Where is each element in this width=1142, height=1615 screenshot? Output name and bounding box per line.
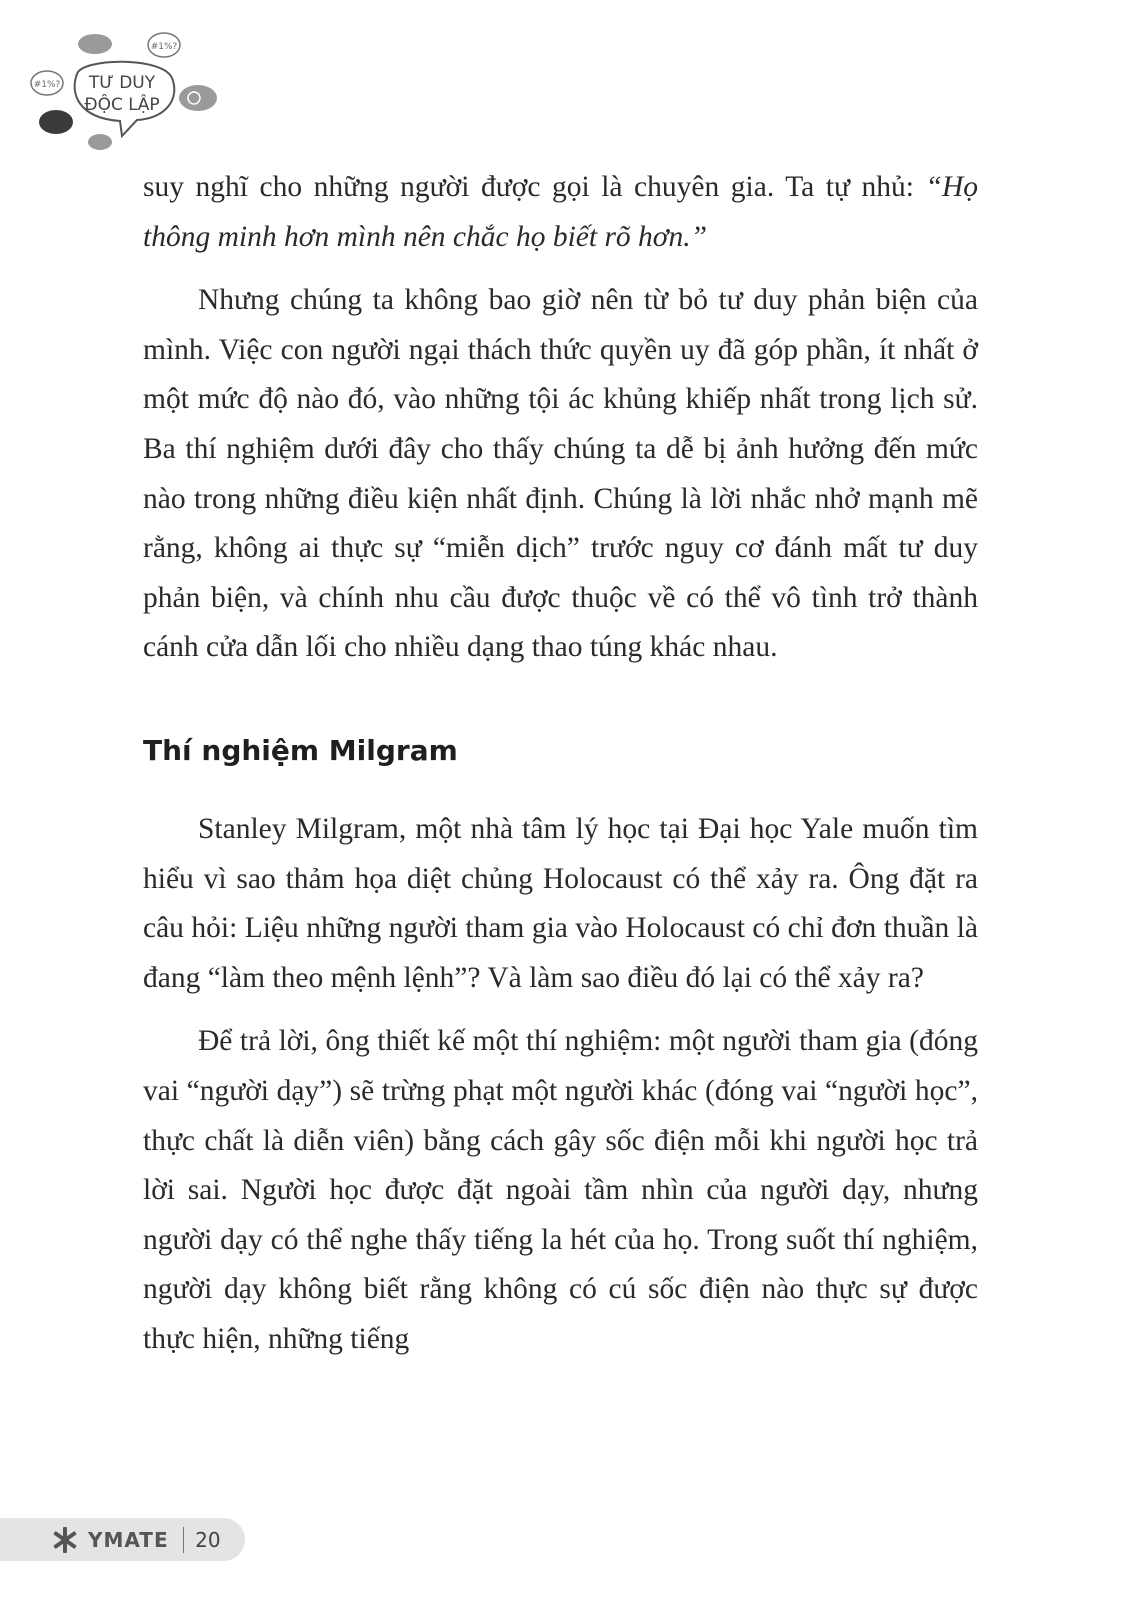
paragraph [143,163,978,262]
tag-label: #1%? [150,42,178,52]
paragraph: Stanley Milgram, một nhà tâm lý học tại Đại học Yale muốn tìm hiểu vì sao thảm họa diệt chủng Holocaust có thể xảy ra. Ông đặt ra câu hỏi: Liệu những người tham gia vào Holocaust có chỉ đơn thuần là đang “làm theo mệnh lệnh”? Và làm sao điều đó lại có thể xảy ra? [143,812,978,994]
page-body [143,163,978,1378]
paragraph: Nhưng chúng ta không bao giờ nên từ bỏ tư duy phản biện của mình. Việc con người ngại thách thức quyền uy đã góp phần, ít nhất ở một mức độ nào đó, vào những tội ác khủng khiếp nhất trong lịch sử. Ba thí nghiệm dưới đây cho thấy chúng ta dễ bị ảnh hưởng đến mức nào trong những điều kiện nhất định. Chúng là lời nhắc nhở mạnh mẽ rằng, không ai thực sự “miễn dịch” trước nguy cơ đánh mất tư duy phản biện, và chính nhu cầu được thuộc về có thể vô tình trở thành cánh cửa dẫn lối cho nhiều dạng thao túng khác nhau. [143,284,978,664]
footer-divider [183,1527,185,1553]
paragraph: Để trả lời, ông thiết kế một thí nghiệm: một người tham gia (đóng vai “người dạy”) sẽ trừng phạt một người khác (đóng vai “người học”, thực chất là diễn viên) bằng cách gây sốc điện mỗi khi người học trả lời sai. Người học được đặt ngoài tầm nhìn của người dạy, nhưng người dạy có thể nghe thấy tiếng la hét của họ. Trong suốt thí nghiệm, người dạy không biết rằng không có cú sốc điện nào thực sự được thực hiện, những tiếng [143,1025,978,1355]
logo-line-2: ĐỘC LẬP [84,95,160,115]
page-footer [0,1518,245,1561]
section-heading: Thí nghiệm Milgram [143,733,458,767]
book-title-logo [22,18,232,163]
paragraph-text: suy nghĩ cho những người được gọi là chuyên gia. Ta tự nhủ: [143,171,926,203]
page-number: 20 [195,1527,221,1552]
brand-name: YMATE [88,1527,169,1552]
inline-quote: “Họ thông minh hơn mình nên chắc họ biết rõ hơn.” [143,171,978,253]
speech-bubbles-icon [22,18,232,163]
tag-label: #1%? [33,80,61,90]
ymate-logo-icon [50,1525,80,1555]
logo-line-1: TƯ DUY [88,73,156,93]
